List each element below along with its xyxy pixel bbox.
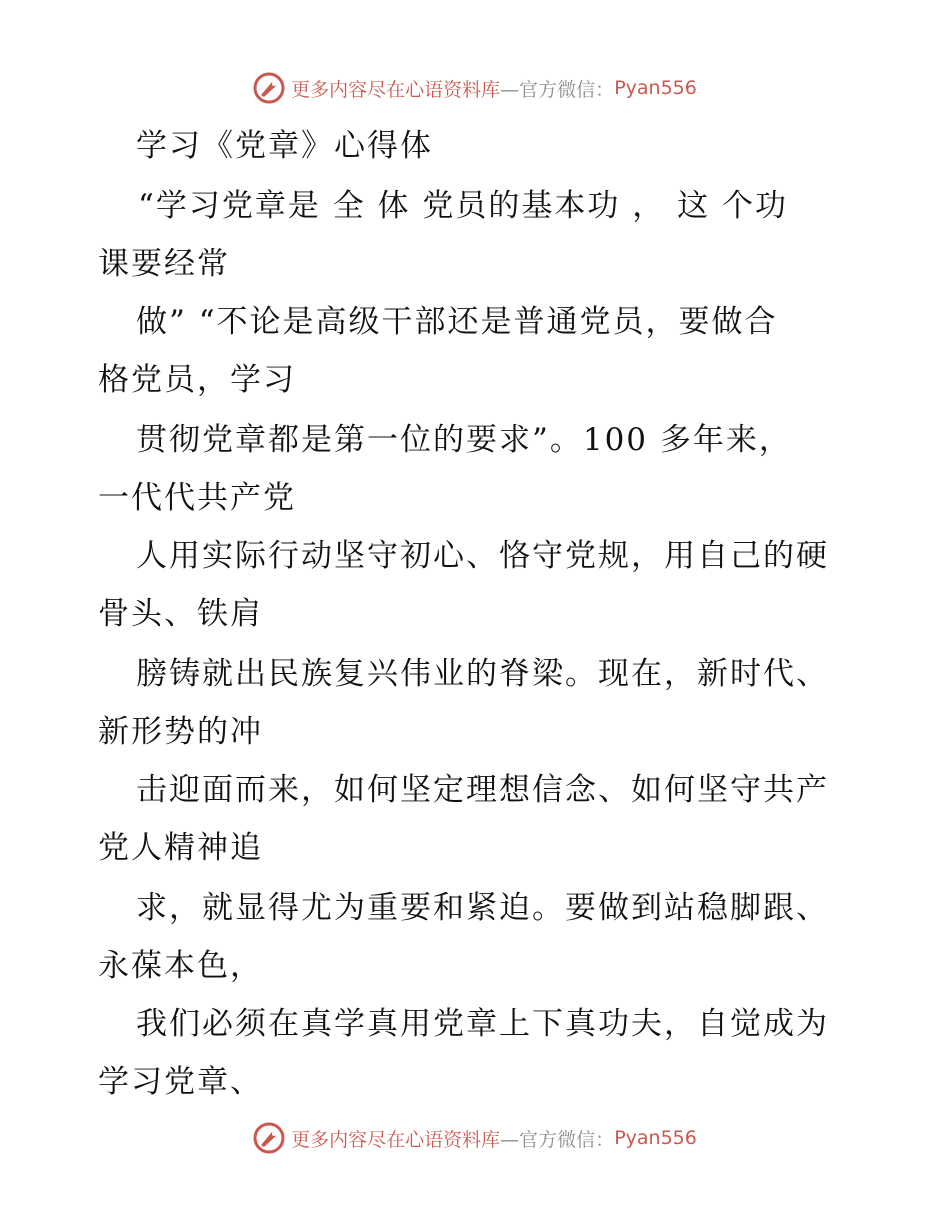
paragraph-line: 贯彻党章都是第一位的要求”。100 多年来， bbox=[136, 422, 792, 458]
document-title: 学习《党章》心得体 bbox=[136, 128, 433, 164]
paragraph-line: “学习党章是 全 体 党员的基本功 ， 这 个功 bbox=[138, 188, 788, 224]
banner-main-text: 更多内容尽在心语资料库 bbox=[291, 78, 501, 101]
footer-banner bbox=[0, 1122, 950, 1154]
paragraph-line: 膀铸就出民族复兴伟业的脊梁。现在，新时代、 bbox=[136, 656, 829, 692]
banner-main-text: 更多内容尽在心语资料库 bbox=[291, 1128, 501, 1151]
header-banner bbox=[0, 72, 950, 104]
paragraph-line: 人用实际行动坚守初心、恪守党规，用自己的硬 bbox=[136, 538, 829, 574]
paragraph-line: 课要经常 bbox=[98, 246, 230, 282]
paragraph-line: 党人精神追 bbox=[98, 830, 263, 866]
paragraph-line: 我们必须在真学真用党章上下真功夫，自觉成为 bbox=[136, 1006, 829, 1042]
banner-wechat-id: Pyan556 bbox=[614, 1127, 697, 1149]
paragraph-line: 新形势的冲 bbox=[98, 714, 263, 750]
paragraph-line: 击迎面而来，如何坚定理想信念、如何坚守共产 bbox=[136, 772, 829, 808]
banner-separator-text: —官方微信： bbox=[500, 78, 615, 101]
paragraph-line: 学习党章、 bbox=[98, 1064, 263, 1100]
paragraph-line: 一代代共产党 bbox=[98, 480, 296, 516]
paragraph-line: 格党员，学习 bbox=[98, 362, 296, 398]
banner-separator-text: —官方微信： bbox=[500, 1128, 615, 1151]
pen-nib-logo-icon bbox=[253, 72, 285, 104]
banner-wechat-id: Pyan556 bbox=[614, 77, 697, 99]
pen-nib-logo-icon bbox=[253, 1122, 285, 1154]
paragraph-line: 永葆本色， bbox=[98, 948, 263, 984]
paragraph-line: 求，就显得尤为重要和紧迫。要做到站稳脚跟、 bbox=[136, 890, 829, 926]
paragraph-line: 骨头、铁肩 bbox=[98, 596, 263, 632]
paragraph-line: 做” “不论是高级干部还是普通党员，要做合 bbox=[136, 304, 778, 340]
